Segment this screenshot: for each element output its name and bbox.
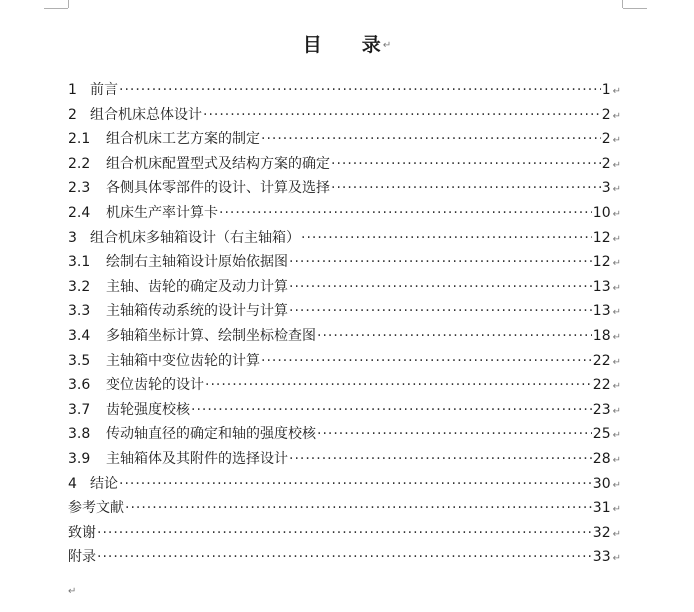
paragraph-mark-icon: ↵ xyxy=(612,430,621,442)
paragraph-mark-icon: ↵ xyxy=(382,40,392,51)
paragraph-mark-icon: ↵ xyxy=(612,553,621,565)
toc-entry-page: 25 xyxy=(592,426,611,443)
toc-entry-page: 32 xyxy=(592,524,611,541)
toc-entry-label: 附录 xyxy=(68,549,96,566)
paragraph-mark-icon: ↵ xyxy=(612,307,621,319)
paragraph-mark-icon: ↵ xyxy=(612,159,621,171)
toc-entry-label: 主轴箱体及其附件的选择设计 xyxy=(106,450,288,467)
paragraph-mark-icon: ↵ xyxy=(612,405,621,417)
toc-entry-page: 22 xyxy=(592,352,611,369)
toc-entry-label: 组合机床配置型式及结构方案的确定 xyxy=(106,155,330,172)
toc-leader-dots xyxy=(261,349,592,374)
toc-leader-dots xyxy=(219,201,592,226)
toc-entry[interactable] xyxy=(68,226,621,251)
toc-entry-label: 组合机床工艺方案的制定 xyxy=(106,131,260,148)
paragraph-mark-icon: ↵ xyxy=(612,110,621,122)
toc-entry-page: 18 xyxy=(592,327,611,344)
paragraph-mark-icon: ↵ xyxy=(612,528,621,540)
toc-leader-dots xyxy=(317,422,592,447)
toc-leader-dots xyxy=(205,373,592,398)
toc-entry[interactable] xyxy=(68,324,621,349)
toc-entry[interactable] xyxy=(68,103,621,128)
toc-entry[interactable] xyxy=(68,78,621,103)
paragraph-mark-icon: ↵ xyxy=(612,86,621,97)
toc-entry-page: 2 xyxy=(601,131,611,148)
toc-leader-dots xyxy=(289,250,592,275)
toc-entry[interactable] xyxy=(68,152,621,177)
toc-leader-dots xyxy=(331,152,601,177)
toc-entry-page: 28 xyxy=(592,450,611,467)
toc-entry-number: 3.5 xyxy=(68,352,91,369)
crop-mark-top-right xyxy=(622,0,623,8)
toc-leader-dots xyxy=(289,447,592,472)
toc-entry-number: 2.4 xyxy=(68,204,91,221)
toc-list xyxy=(68,78,621,570)
paragraph-mark-icon: ↵ xyxy=(612,282,621,294)
toc-entry[interactable] xyxy=(68,373,621,398)
paragraph-mark-icon: ↵ xyxy=(612,454,621,466)
crop-mark-top-right xyxy=(623,8,647,9)
toc-entry-page: 31 xyxy=(592,500,611,517)
toc-leader-dots xyxy=(97,545,592,570)
paragraph-mark-icon: ↵ xyxy=(68,586,77,597)
toc-entry[interactable] xyxy=(68,127,621,152)
toc-entry-label: 各侧具体零部件的设计、计算及选择 xyxy=(106,180,330,197)
toc-entry[interactable] xyxy=(68,398,621,423)
toc-entry-page: 13 xyxy=(592,303,611,320)
toc-entry-number: 1 xyxy=(68,82,77,98)
toc-leader-dots xyxy=(203,103,601,128)
toc-leader-dots xyxy=(289,299,592,324)
toc-entry-page: 3 xyxy=(601,180,611,197)
toc-entry-page: 13 xyxy=(592,278,611,295)
toc-entry-label: 齿轮强度校核 xyxy=(106,401,190,418)
paragraph-mark-icon: ↵ xyxy=(612,356,621,368)
crop-mark-top-left xyxy=(68,0,69,8)
toc-leader-dots xyxy=(301,226,592,251)
toc-title-part2: 录 xyxy=(361,34,381,56)
toc-entry[interactable] xyxy=(68,201,621,226)
crop-mark-top-left xyxy=(44,8,68,9)
toc-entry-number: 3.1 xyxy=(68,254,91,271)
paragraph-mark-icon: ↵ xyxy=(612,504,621,516)
toc-entry-number: 2.3 xyxy=(68,180,91,197)
toc-entry-number: 3.9 xyxy=(68,450,91,467)
toc-entry[interactable] xyxy=(68,496,621,521)
toc-entry-label: 结论 xyxy=(90,475,118,492)
toc-entry-label: 前言 xyxy=(90,82,118,98)
toc-entry-label: 主轴箱中变位齿轮的计算 xyxy=(106,352,260,369)
toc-entry-label: 致谢 xyxy=(68,524,96,541)
paragraph-mark-icon: ↵ xyxy=(612,381,621,393)
toc-entry-page: 2 xyxy=(601,155,611,172)
toc-entry-label: 变位齿轮的设计 xyxy=(106,377,204,394)
toc-entry-label: 绘制右主轴箱设计原始依据图 xyxy=(106,254,288,271)
toc-entry-page: 12 xyxy=(592,254,611,271)
toc-entry-number: 3.2 xyxy=(68,278,91,295)
paragraph-mark-icon: ↵ xyxy=(612,479,621,491)
toc-entry-label: 组合机床多轴箱设计（右主轴箱） xyxy=(90,229,300,246)
toc-entry[interactable] xyxy=(68,176,621,201)
toc-entry-number: 3.6 xyxy=(68,377,91,394)
toc-entry-number: 2.1 xyxy=(68,131,91,148)
toc-entry-page: 2 xyxy=(601,106,611,123)
toc-entry-label: 主轴、齿轮的确定及动力计算 xyxy=(106,278,288,295)
toc-leader-dots xyxy=(317,324,592,349)
toc-entry-number: 2 xyxy=(68,106,77,123)
toc-entry[interactable] xyxy=(68,275,621,300)
toc-entry-number: 3 xyxy=(68,229,77,246)
toc-entry-number: 3.8 xyxy=(68,426,91,443)
toc-entry[interactable] xyxy=(68,545,621,570)
toc-entry-page: 12 xyxy=(592,229,611,246)
toc-title-part1: 目 xyxy=(302,34,322,56)
toc-entry-number: 3.4 xyxy=(68,327,91,344)
toc-leader-dots xyxy=(289,275,592,300)
paragraph-mark-icon: ↵ xyxy=(612,208,621,220)
paragraph-mark-icon: ↵ xyxy=(612,258,621,270)
toc-entry-number: 4 xyxy=(68,475,77,492)
toc-entry-label: 参考文献 xyxy=(68,500,124,517)
toc-leader-dots xyxy=(119,472,592,497)
toc-entry-label: 组合机床总体设计 xyxy=(90,106,202,123)
toc-entry-page: 1 xyxy=(601,82,611,98)
toc-leader-dots xyxy=(125,496,592,521)
toc-entry-number: 2.2 xyxy=(68,155,91,172)
toc-entry-label: 主轴箱传动系统的设计与计算 xyxy=(106,303,288,320)
toc-leader-dots xyxy=(331,176,601,201)
toc-entry-page: 23 xyxy=(592,401,611,418)
toc-entry-label: 传动轴直径的确定和轴的强度校核 xyxy=(106,426,316,443)
toc-leader-dots xyxy=(97,521,592,546)
paragraph-mark-icon: ↵ xyxy=(612,184,621,196)
toc-leader-dots xyxy=(119,78,601,103)
toc-entry-page: 10 xyxy=(592,204,611,221)
paragraph-mark-icon: ↵ xyxy=(612,331,621,343)
toc-entry-label: 机床生产率计算卡 xyxy=(106,204,218,221)
toc-entry-page: 22 xyxy=(592,377,611,394)
toc-entry[interactable] xyxy=(68,422,621,447)
toc-entry[interactable] xyxy=(68,349,621,374)
toc-title[interactable] xyxy=(0,30,694,57)
toc-entry[interactable] xyxy=(68,299,621,324)
paragraph-mark-icon: ↵ xyxy=(612,135,621,147)
toc-entry-label: 多轴箱坐标计算、绘制坐标检查图 xyxy=(106,327,316,344)
toc-entry[interactable] xyxy=(68,521,621,546)
toc-entry-page: 33 xyxy=(592,549,611,566)
toc-leader-dots xyxy=(191,398,592,423)
toc-entry-number: 3.3 xyxy=(68,303,91,320)
toc-leader-dots xyxy=(261,127,601,152)
toc-entry[interactable] xyxy=(68,447,621,472)
paragraph-mark-icon: ↵ xyxy=(612,233,621,245)
toc-entry-page: 30 xyxy=(592,475,611,492)
toc-entry[interactable] xyxy=(68,472,621,497)
toc-entry-number: 3.7 xyxy=(68,401,91,418)
toc-entry[interactable] xyxy=(68,250,621,275)
